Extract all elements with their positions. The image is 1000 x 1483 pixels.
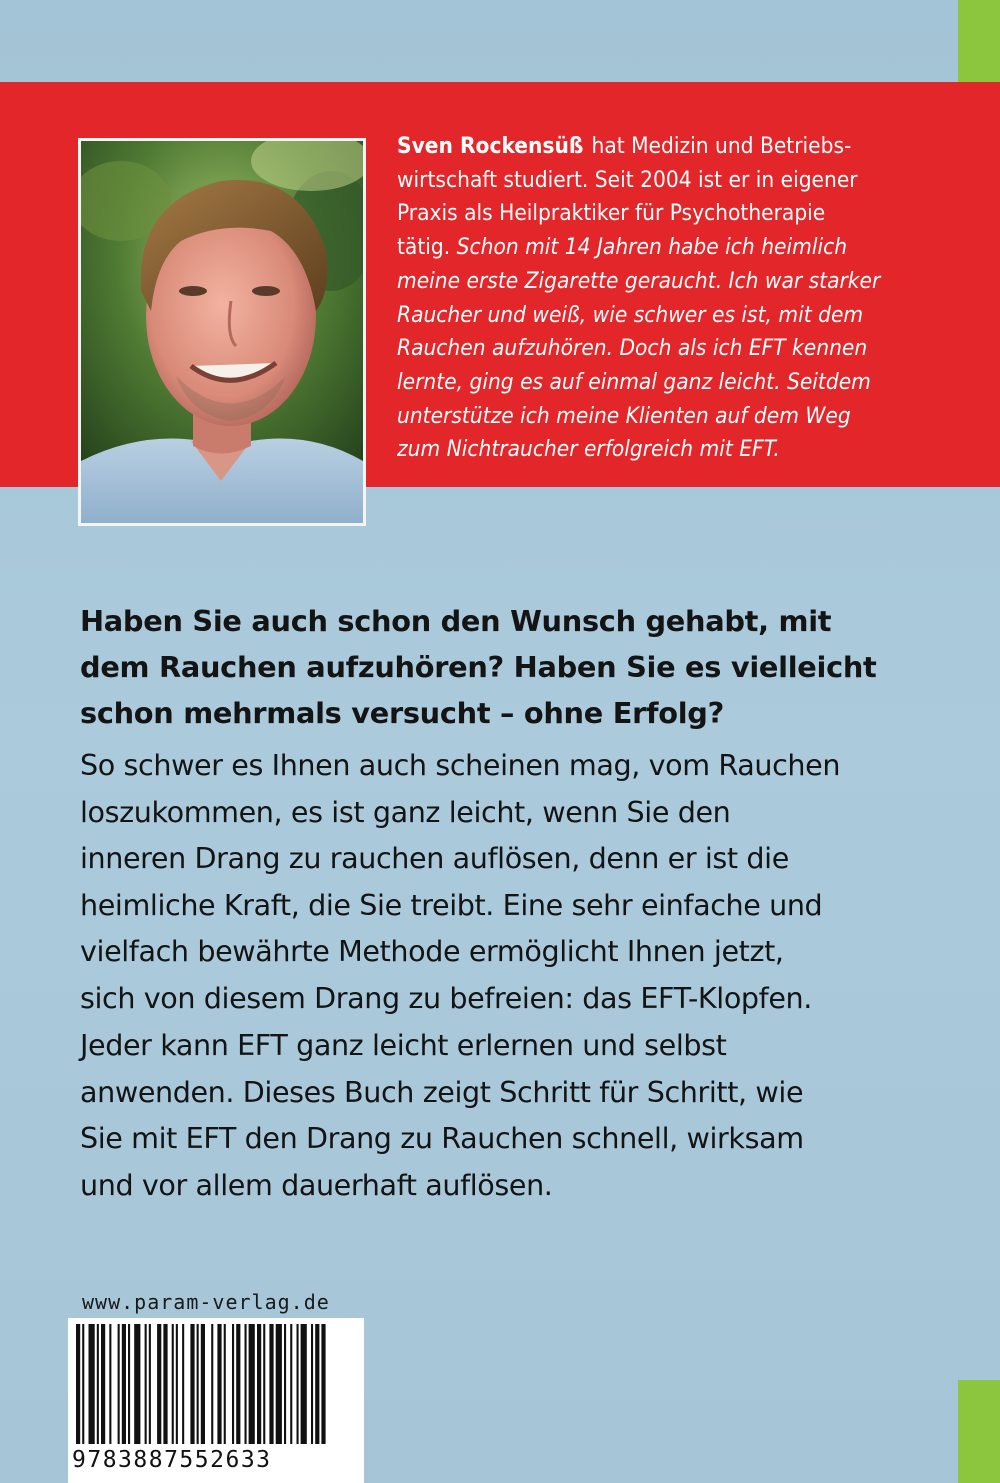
barcode-bar [257,1324,261,1444]
barcode-bar [315,1324,319,1444]
bio-line-1 [397,130,937,164]
bio-line-4 [397,231,937,265]
author-quote: lernte, ging es auf einmal ganz leicht. Seitdem [397,368,871,395]
paragraph-line: Sie mit EFT den Drang zu Rauchen schnell, wirksam [80,1121,804,1155]
barcode-bar [163,1324,167,1444]
paragraph-line: heimliche Kraft, die Sie treibt. Eine sehr einfache und [80,887,823,922]
barcode-bar [276,1324,282,1444]
bio-text: wirtschaft studiert. Seit 2004 ist er in eigener [397,166,858,193]
paragraph-line: anwenden. Dieses Buch zeigt Schritt für Schritt, wie [80,1074,804,1109]
barcode-bar [82,1324,84,1444]
spine-accent-top [958,0,1000,82]
headline-line: Haben Sie auch schon den Wunsch gehabt, mit [80,604,832,638]
barcode-bar [101,1324,105,1444]
barcode-bar [301,1324,307,1444]
author-photo [78,138,366,526]
barcode-bar [249,1324,255,1444]
author-bio [397,130,937,467]
author-portrait-illustration [81,141,363,523]
paragraph-line: sich von diesem Drang zu befreien: das EFT-Klopfen. [80,980,812,1015]
publisher-url[interactable]: www.param-verlag.de [82,1290,330,1314]
spine-accent-bottom [958,1380,1000,1483]
bio-text: Praxis als Heilpraktiker für Psychotherapie [397,200,826,227]
barcode-bar [157,1324,161,1444]
barcode-bar [290,1324,292,1444]
barcode-bar [97,1324,99,1444]
barcode-bar [263,1324,265,1444]
barcode-bar [182,1324,184,1444]
author-quote: meine erste Zigarette geraucht. Ich war starker [397,267,881,294]
blurb-paragraph-1 [80,742,940,1021]
author-quote: Schon mit 14 Jahren habe ich heimlich [456,234,848,261]
barcode-bar [321,1324,325,1444]
author-quote: Raucher und weiß, wie schwer es ist, mit dem [397,301,864,328]
barcode-bar [176,1324,178,1444]
blurb-paragraph-2 [80,1022,940,1208]
barcode-bar [284,1324,286,1444]
bio-text: tätig. [397,234,451,261]
author-quote: zum Nichtraucher erfolgreich mit EFT. [397,436,780,463]
barcode-bar [245,1324,247,1444]
bio-text: hat Medizin und Betriebs- [591,133,852,159]
barcode-bar [128,1324,130,1444]
barcode-bar [134,1324,140,1444]
barcode-bar [76,1324,80,1444]
barcode-bar [224,1324,226,1444]
barcode-bar [211,1324,213,1444]
paragraph-line: vielfach bewährte Methode ermöglicht Ihnen jetzt, [80,934,784,968]
headline-line: dem Rauchen aufzuhören? Haben Sie es vielleicht [80,650,877,684]
paragraph-line: loszukommen, es ist ganz leicht, wenn Sie den [80,794,731,829]
isbn-number: 9783887552633 [70,1447,364,1473]
barcode-bars [68,1324,364,1452]
barcode-bar [145,1324,147,1444]
paragraph-line: inneren Drang zu rauchen auflösen, denn er ist die [80,841,789,875]
barcode-bar [232,1324,234,1444]
barcode-bar [190,1324,194,1444]
barcode-bar [297,1324,299,1444]
barcode-bar [236,1324,240,1444]
barcode-bar [109,1324,111,1444]
blurb-headline [80,598,940,736]
barcode-bar [201,1324,205,1444]
barcode-bar [197,1324,199,1444]
barcode-bar [122,1324,126,1444]
author-quote: Rauchen aufzuhören. Doch als ich EFT kennen [397,335,868,362]
barcode-bar [311,1324,313,1444]
author-quote: unterstütze ich meine Klienten auf dem Weg [397,402,851,429]
barcode-bar [217,1324,221,1444]
barcode-bar [149,1324,151,1444]
author-name: Sven Rockensüß [397,133,584,159]
barcode-bar [89,1324,95,1444]
barcode-bar [269,1324,273,1444]
barcode-bar [172,1324,174,1444]
headline-line: schon mehrmals versucht – ohne Erfolg? [80,696,724,730]
paragraph-line: So schwer es Ihnen auch scheinen mag, vom Rauchen [80,748,841,782]
paragraph-line: Jeder kann EFT ganz leicht erlernen und selbst [80,1028,727,1062]
paragraph-line: und vor allem dauerhaft auflösen. [80,1167,553,1202]
barcode-bar [118,1324,120,1444]
